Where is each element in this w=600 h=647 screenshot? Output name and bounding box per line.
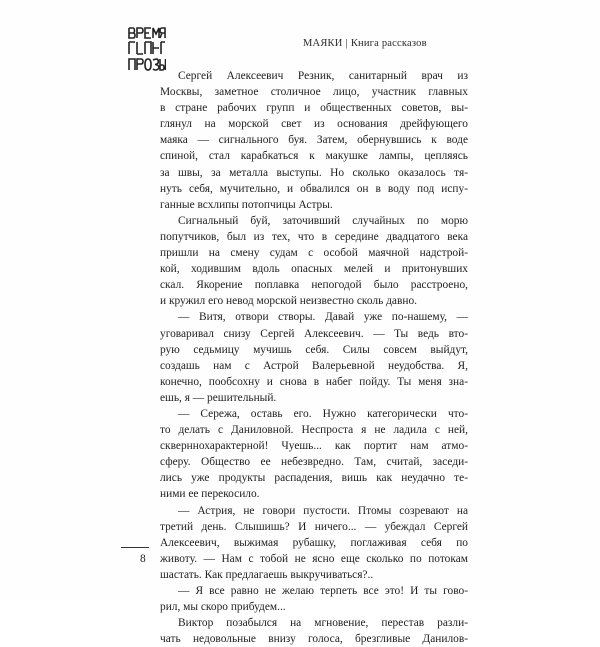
text-line: нуть себя, мучительно, и обвалился он в воду под испу- <box>160 182 468 195</box>
text-line: — Сережа, оставь его. Нужно категорически что- <box>178 407 468 420</box>
text-line: маяка — сигнального буя. Затем, обернувшись к воде <box>160 134 468 147</box>
text-line: уговаривал снизу Сергей Алексеевич. — Ты ведь вто- <box>160 327 468 340</box>
running-head-title: Книга рассказов <box>350 38 427 49</box>
running-head <box>303 38 427 49</box>
folio-rule <box>121 547 149 548</box>
text-line: скверннохарактерной! Чуешь... как портит нам атмо- <box>160 440 468 453</box>
text-line: скал. Якорение поплавка непогодой было расстроено, <box>160 279 468 292</box>
text-line: спиной, стал карабкаться к макушке лампы, цепляясь <box>160 150 468 163</box>
text-line: кой, ходившим вдоль опасных мелей и притонувших <box>160 263 468 276</box>
body-text <box>160 68 468 647</box>
text-line: ними ее перекосило. <box>160 488 260 501</box>
text-line: конечно, пообсохну и снова в набег пойду. Ты меня зна- <box>160 375 468 388</box>
logo-mark-icon <box>128 26 166 72</box>
text-line: Сигнальный буй, заточивший случайных по морю <box>178 214 468 227</box>
text-line: глянул на морской свет из основания дрейфующего <box>160 118 468 131</box>
text-line: ешь, я — решительный. <box>160 391 277 404</box>
text-line: шастать. Как предлагаешь выкручиваться?.. <box>160 568 374 581</box>
text-line: чать недовольные внизу голоса, брезгливые Данилов- <box>160 633 468 646</box>
running-head-separator: | <box>345 38 348 49</box>
text-line: лись уже продукты распадения, вишь как неудачно те- <box>160 472 468 485</box>
text-line: в стране рабочих групп и общественных советов, вы- <box>160 102 468 115</box>
text-line: сферу. Общество ее небезвредно. Там, считай, заседи- <box>160 456 468 469</box>
text-line: Сергей Алексеевич Резник, санитарный врач из <box>178 70 468 82</box>
text-line: — Я все равно не желаю терпеть все это! И ты гово- <box>178 585 468 597</box>
text-line: — Астрия, не говори пустости. Птомы созревают на <box>178 504 468 517</box>
text-line: пришли на смену судам с особой маячной надстрой- <box>160 247 468 260</box>
text-line: попутчиков, был из тех, что в середине двадцатого века <box>160 230 468 243</box>
running-head-series: МАЯКИ <box>303 38 343 49</box>
publisher-logo <box>128 26 166 72</box>
text-line: и кружил его невод морской неизвестно сколь давно. <box>160 295 417 308</box>
logo-text <box>128 72 129 73</box>
text-line: Виктор позабылся на мгновение, перестав разли- <box>178 617 468 630</box>
text-line: ганные всхлипы потопчицы Астры. <box>160 198 333 211</box>
text-line: за швы, за металла выступы. Но сколько оказалось тя- <box>160 166 468 179</box>
text-line: рил, мы скоро прибудем... <box>160 601 286 614</box>
text-line: третий день. Слышишь? И ничего... — убеждал Сергей <box>160 520 468 533</box>
text-line: рую седьмицу мучишь себя. Силы совсем выйдут, <box>160 343 468 356</box>
text-line: то делать с Даниловной. Неспроста я не ладила с ней, <box>160 424 468 437</box>
text-line: Москвы, заметное столичное лицо, участник главных <box>160 86 468 99</box>
text-line: — Витя, отвори створы. Давай уже по-нашему, — <box>178 311 468 324</box>
text-line: создашь нам с Астрой Валерьевной неудобства. Я, <box>160 359 468 372</box>
text-line: Алексеевич, выжимая рубашку, поглаживая себя по <box>160 536 468 549</box>
page-number: 8 <box>140 553 146 565</box>
text-line: животу. — Нам с тобой не ясно еще сколько по потокам <box>160 552 468 565</box>
